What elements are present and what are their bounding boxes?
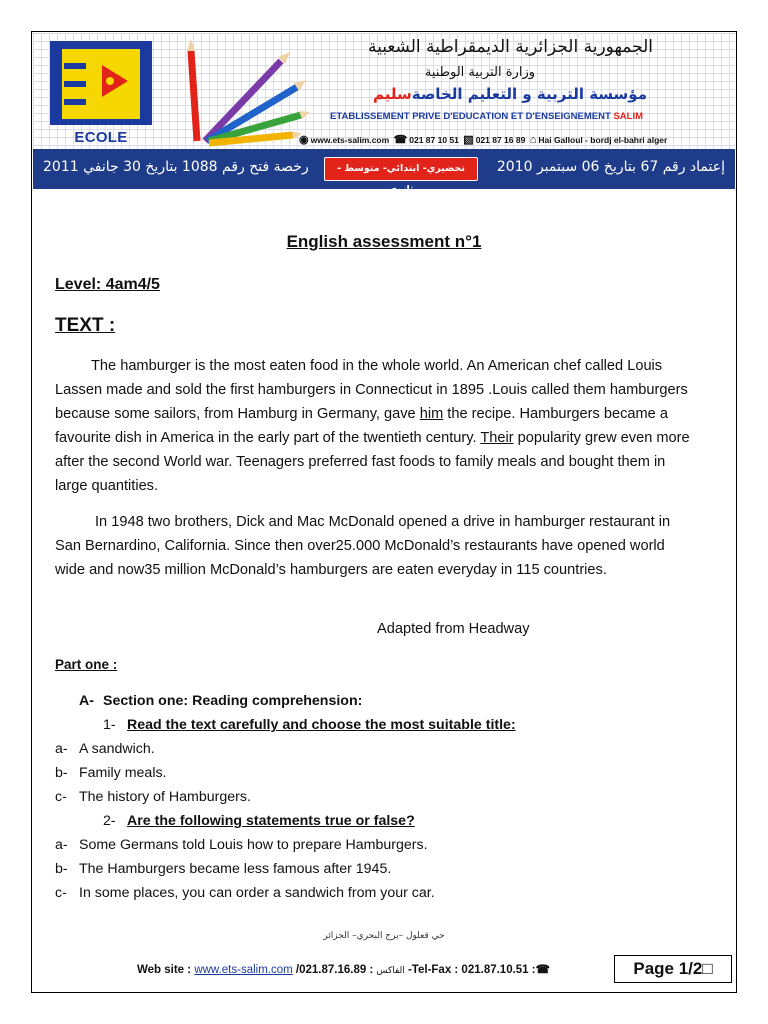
source-credit: Adapted from Headway: [377, 621, 530, 637]
level-label: Level: 4am4/5: [55, 276, 160, 293]
arabic-ministry: وزارة التربية الوطنية: [424, 65, 535, 80]
text-heading: TEXT :: [55, 315, 116, 336]
part-one-heading: Part one :: [55, 657, 118, 672]
levels-badge: تحضيري- ابتدائي- متوسط - ثانوي: [324, 157, 478, 181]
phone-icon: ☎: [535, 964, 550, 976]
question-1: 1- Read the text carefully and choose the most suitable title:: [103, 717, 516, 733]
school-logo: [50, 41, 152, 145]
paragraph-1: The hamburger is the most eaten food in the whole world. An American chef called Louis Lassen made and sold the first hamburgers in Connecticut in 1895 .Louis called them hamburgers because some sailors, from Hamburg in Germany, gave him the recipe. Hamburgers became a favourite dish in America in the early part of the twentieth century. Their popularity grew even more after the second World war. Teenagers preferred fast foods to family meals and bought them in large quantities.: [55, 358, 690, 494]
page-number: Page 1/2□: [614, 955, 732, 983]
arabic-republic-title: الجمهورية الجزائرية الديمقراطية الشعبية: [367, 37, 653, 57]
footer-contact: Web site : www.ets-salim.com /021.87.16.89 : الفاكس -Tel-Fax : 021.87.10.51 :☎: [137, 964, 550, 976]
q1-option-b: b- Family meals.: [55, 765, 167, 781]
french-school-name: ETABLISSEMENT PRIVE D'EDUCATION ET D'ENSEIGNEMENT SALIM: [330, 111, 643, 122]
q2-statement-a: a- Some Germans told Louis how to prepare Hamburgers.: [55, 837, 428, 853]
checkbox-glyph: □: [702, 959, 713, 978]
accreditation-text: إعتماد رقم 67 بتاريخ 06 سبتمبر 2010: [496, 159, 725, 175]
phone-icon: ☎: [393, 134, 408, 146]
fax-icon: ▧: [463, 134, 474, 146]
q1-option-c: c- The history of Hamburgers.: [55, 789, 251, 805]
license-text: رخصة فتح رقم 1088 بتاريخ 30 جانفي 2011: [43, 159, 309, 175]
q2-statement-c: c- In some places, you can order a sandwich from your car.: [55, 885, 435, 901]
logo-name: ECOLE: [74, 129, 128, 146]
page-title: English assessment n°1: [286, 232, 482, 251]
footer-arabic-address: حي قعلول –برج البحري– الجزائر: [323, 931, 445, 941]
contact-row: ◉ www.ets-salim.com ☎ 021 87 10 51 ▧ 021 87 16 89 ⌂ Hai Galloul - bordj el-bahri alger: [299, 134, 668, 146]
q2-statement-b: b- The Hamburgers became less famous after 1945.: [55, 861, 392, 877]
q1-option-a: a- A sandwich.: [55, 741, 155, 757]
website-link[interactable]: www.ets-salim.com: [194, 964, 293, 976]
section-a-title: A- Section one: Reading comprehension:: [79, 693, 363, 709]
question-2: 2- Are the following statements true or false?: [103, 813, 415, 829]
letterhead: [33, 33, 735, 149]
license-band: [33, 149, 735, 195]
paragraph-2: In 1948 two brothers, Dick and Mac McDonald opened a drive in hamburger restaurant in San Bernardino, California. Since then over25.000 McDonald’s restaurants have opened world wide and now35 million McDonald’s hamburgers are eaten everyday in 115 countries.: [55, 514, 671, 578]
pencils-icon: [181, 37, 311, 147]
arabic-school-name: مؤسسة التربية و التعليم الخاصةسليم: [372, 85, 647, 103]
home-icon: ⌂: [529, 134, 537, 146]
globe-icon: ◉: [299, 134, 309, 146]
